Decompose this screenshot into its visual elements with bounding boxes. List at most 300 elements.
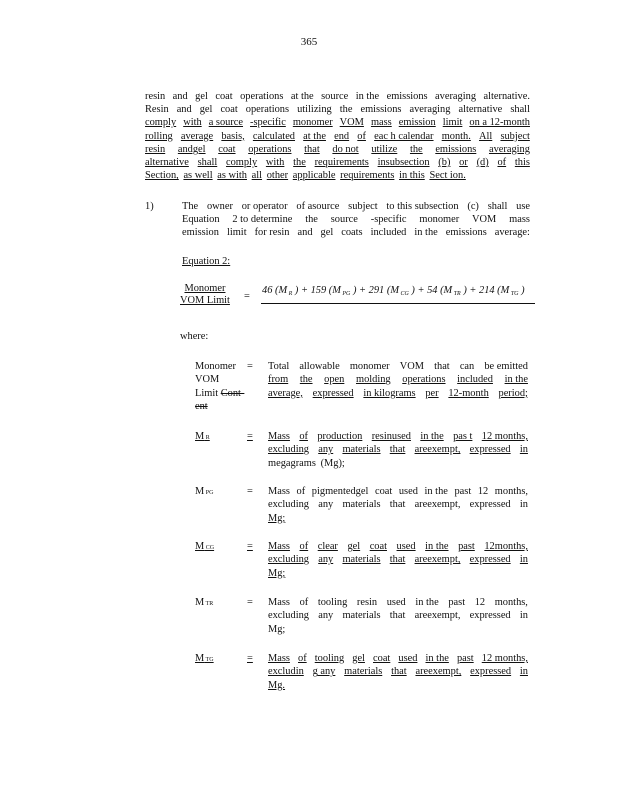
paragraph-line <box>182 226 530 239</box>
definition-line <box>268 623 528 636</box>
word: Mg; <box>268 623 286 635</box>
definition-description <box>268 652 528 692</box>
word: the <box>305 214 318 226</box>
word: do not <box>332 143 359 155</box>
word: of <box>299 597 309 608</box>
word: of <box>296 486 306 497</box>
word: in <box>519 666 528 678</box>
word: areexempt, <box>414 610 461 622</box>
equation-lhs-line2: VOM Limit <box>180 295 230 306</box>
word: expressed <box>469 554 511 566</box>
word: emissions <box>445 227 487 239</box>
paragraph-line <box>182 213 530 226</box>
word: (Mg); <box>320 457 345 469</box>
word: limit <box>442 117 463 129</box>
definition-term-line <box>195 373 247 386</box>
word: that <box>434 361 450 372</box>
word: VOM <box>339 117 364 129</box>
word: coat <box>369 541 387 552</box>
word: the <box>339 104 353 116</box>
word: this <box>514 157 530 169</box>
word: materials <box>342 444 381 456</box>
word: as well <box>183 170 213 182</box>
word: Equation <box>182 214 220 226</box>
word: that <box>389 610 406 622</box>
definition-description <box>268 596 528 636</box>
word: 12 months, <box>481 431 528 442</box>
definition-equals: = <box>247 486 253 497</box>
word: VOM <box>399 361 424 372</box>
page-number: 365 <box>300 36 318 48</box>
definition-term-text: M TG <box>195 653 214 664</box>
word: -specific <box>250 117 286 129</box>
equation-fraction-bar <box>261 303 535 304</box>
definition-description <box>268 360 528 400</box>
definition-line <box>268 443 528 456</box>
word: areexempt, <box>414 554 461 566</box>
word: in <box>519 444 528 456</box>
definition-term-text: VOM <box>195 374 220 386</box>
definition-term-text: Limit <box>195 387 219 399</box>
equation-sub: PG <box>340 291 351 297</box>
word: from <box>268 374 289 386</box>
word: areexempt, <box>414 499 461 511</box>
word: 12 months, <box>481 653 528 664</box>
word: clear <box>317 541 338 552</box>
definition-term-text: M TR <box>195 597 214 608</box>
word: open <box>324 374 345 386</box>
word: emissions <box>360 104 402 116</box>
definition-term-line <box>195 400 247 413</box>
equation-sub: R <box>287 291 293 297</box>
word: averaging <box>435 91 477 102</box>
word: as with <box>217 170 247 182</box>
word: owner <box>206 201 233 212</box>
definition-term-text: M PG <box>195 486 214 497</box>
equation-var: M <box>443 285 453 296</box>
word: or operator <box>241 201 288 212</box>
word: in the <box>355 91 380 102</box>
definition-line <box>268 512 528 525</box>
word: excludin <box>268 666 304 678</box>
definition-line <box>268 665 528 678</box>
word: in the <box>424 486 448 497</box>
word: with <box>265 157 285 169</box>
word: all <box>251 170 263 182</box>
definition-line <box>268 485 528 498</box>
word: requirements <box>314 157 369 169</box>
definition-line <box>268 553 528 566</box>
word: g any <box>312 666 336 678</box>
word: mass <box>509 214 530 226</box>
word: gel <box>195 91 208 102</box>
word: The <box>182 201 199 212</box>
equation-operator: + <box>414 285 428 296</box>
word: used <box>386 597 406 608</box>
definition-term-strike: ent <box>195 401 208 413</box>
word: month. <box>441 130 471 142</box>
word: any <box>318 499 334 511</box>
word: excluding <box>268 610 309 622</box>
word: coat <box>374 486 393 497</box>
definition-term-line <box>195 652 247 667</box>
word: Resin <box>145 104 169 116</box>
word: Mg; <box>268 567 286 579</box>
word: of <box>357 130 366 142</box>
equation-var: M <box>390 285 399 296</box>
word: limit <box>226 227 247 239</box>
definition-term-text: M CG <box>195 541 215 552</box>
definition-line <box>268 652 528 665</box>
word: operations <box>402 374 446 386</box>
equation-equals: = <box>244 291 250 302</box>
word: in the <box>425 541 449 552</box>
word: the <box>409 143 423 155</box>
word: shall <box>487 201 508 212</box>
definition-term-strike: Cont- <box>220 387 245 399</box>
word: in the <box>425 653 449 664</box>
definition-term-sub: TG <box>204 657 214 663</box>
intro-line <box>145 90 530 103</box>
word: past <box>458 541 475 552</box>
word: comply <box>145 117 177 129</box>
definition-line <box>268 609 528 622</box>
definition-term-line <box>195 485 247 500</box>
word: expressed <box>469 444 511 456</box>
equation-var: M <box>332 285 341 296</box>
word: comply <box>225 157 258 169</box>
definition-term <box>195 540 247 555</box>
word: emissions <box>435 143 477 155</box>
word: -specific <box>370 214 407 226</box>
word: in this <box>399 170 425 182</box>
word: coats <box>341 227 363 239</box>
word: Mass <box>268 486 290 497</box>
word: with <box>183 117 202 129</box>
word: in the <box>414 227 438 239</box>
word: of <box>299 541 309 552</box>
word: VOM <box>472 214 497 226</box>
word: of <box>298 653 307 664</box>
word: Mass <box>268 597 290 608</box>
word: monomer <box>419 214 460 226</box>
word: period; <box>498 387 528 399</box>
word: of <box>497 157 507 169</box>
word: 12 <box>474 597 486 608</box>
definition-line <box>268 387 528 400</box>
word: 12 <box>477 486 489 497</box>
word: resinused <box>371 431 411 442</box>
equation-operator: + <box>466 285 479 296</box>
word: of <box>299 431 308 442</box>
word: in the <box>504 374 528 386</box>
definition-term-sub: PG <box>204 490 214 496</box>
word: past <box>454 486 472 497</box>
word: expressed <box>469 499 511 511</box>
word: Mass <box>268 653 290 664</box>
word: average <box>180 130 214 142</box>
equation-lhs <box>180 283 230 307</box>
definition-line <box>268 596 528 609</box>
word: average: <box>494 227 530 239</box>
definition-term-line <box>195 430 247 445</box>
word: end <box>334 130 350 142</box>
intro-line <box>145 116 530 129</box>
definition-term <box>195 485 247 500</box>
word: other <box>266 170 289 182</box>
word: the <box>293 157 306 169</box>
word: be emitted <box>484 361 528 372</box>
word: 12-month <box>448 387 489 399</box>
word: (d) <box>476 157 489 169</box>
word: Mg; <box>268 512 286 524</box>
word: pigmentedgel <box>311 486 369 497</box>
word: areexempt, <box>415 666 462 678</box>
word: per <box>425 387 439 399</box>
definition-term <box>195 652 247 667</box>
word: tooling <box>314 653 345 664</box>
definition-term-text: Monomer <box>195 361 236 372</box>
equation-operator: + <box>356 285 369 296</box>
word: for resin <box>254 227 290 239</box>
word: and <box>172 91 188 102</box>
word: allowable <box>299 361 340 372</box>
word: molding <box>355 374 391 386</box>
word: Section, <box>145 170 179 182</box>
word: excluding <box>268 444 309 456</box>
word: used <box>398 653 418 664</box>
word: resin <box>356 597 378 608</box>
word: monomer <box>349 361 390 372</box>
paragraph-number: 1) <box>145 201 154 212</box>
intro-paragraph <box>145 90 530 182</box>
word: that <box>304 143 320 155</box>
equation-term: 291 (M $_{CG}$ ) <box>368 285 415 297</box>
word: alternative. <box>483 91 530 102</box>
definition-line <box>268 360 528 373</box>
intro-line <box>145 156 530 169</box>
word: Mass <box>268 431 290 442</box>
definition-line <box>268 430 528 443</box>
word: shall <box>197 157 218 169</box>
equation-sub: TR <box>452 291 461 297</box>
definition-equals: = <box>247 431 253 442</box>
word: requirements <box>340 170 395 182</box>
equation-operator: + <box>298 285 311 296</box>
word: applicable <box>292 170 336 182</box>
word: excluding <box>268 499 309 511</box>
word: Sect ion. <box>429 170 466 182</box>
word: 2 to determine <box>232 214 293 226</box>
word: resin <box>145 143 166 155</box>
word: included <box>370 227 407 239</box>
word: that <box>389 499 406 511</box>
definition-line <box>268 498 528 511</box>
word: areexempt, <box>414 444 461 456</box>
word: utilize <box>371 143 398 155</box>
word: used <box>396 541 416 552</box>
word: operations <box>248 143 292 155</box>
word: expressed <box>469 610 511 622</box>
definition-line <box>268 567 528 580</box>
definition-description <box>268 485 528 525</box>
word: in the <box>415 597 439 608</box>
word: operations <box>240 91 284 102</box>
definition-term <box>195 430 247 445</box>
word: andgel <box>177 143 206 155</box>
word: basis, <box>221 130 245 142</box>
paragraph-line <box>182 200 530 213</box>
word: in <box>519 610 528 622</box>
definition-line <box>268 540 528 553</box>
definition-description <box>268 540 528 580</box>
word: megagrams <box>268 457 316 469</box>
word: that <box>389 444 406 456</box>
word: mass <box>370 117 392 129</box>
word: to this subsection <box>386 201 459 212</box>
word: Mg. <box>268 679 286 691</box>
word: operations <box>245 104 290 116</box>
definition-term-sub: TR <box>204 601 214 607</box>
definition-line <box>268 457 528 470</box>
word: source <box>321 91 349 102</box>
equation-sub: CG <box>398 291 409 297</box>
word: any <box>318 444 334 456</box>
word: excluding <box>268 554 309 566</box>
word: alternative <box>458 104 503 116</box>
word: materials <box>344 666 383 678</box>
word: utilizing <box>297 104 332 116</box>
word: coat <box>218 143 236 155</box>
where-label: where: <box>180 331 209 342</box>
word: Total <box>268 361 290 372</box>
word: in the <box>420 431 444 442</box>
equation-var: M <box>500 285 510 296</box>
word: any <box>318 554 334 566</box>
word: eac h calendar <box>374 130 434 142</box>
paragraph-body <box>182 200 530 240</box>
word: in <box>519 499 528 511</box>
word: insubsection <box>377 157 430 169</box>
word: coat <box>215 91 233 102</box>
word: (b) <box>438 157 451 169</box>
word: alternative <box>145 157 189 169</box>
word: the <box>299 374 313 386</box>
word: on a 12-month <box>469 117 530 129</box>
word: and <box>176 104 192 116</box>
definition-line <box>268 679 528 692</box>
definition-term-line <box>195 540 247 555</box>
word: All <box>479 130 493 142</box>
word: a source <box>208 117 244 129</box>
word: gel <box>347 541 361 552</box>
intro-line <box>145 103 530 116</box>
word: shall <box>510 104 530 116</box>
word: monomer <box>292 117 333 129</box>
definition-description <box>268 430 528 470</box>
definition-term-line <box>195 596 247 611</box>
definition-equals: = <box>247 361 253 372</box>
word: resin <box>145 91 166 102</box>
word: emission <box>398 117 436 129</box>
definition-term-line <box>195 387 247 400</box>
word: average, <box>268 387 303 399</box>
word: past <box>448 597 466 608</box>
word: 12months, <box>484 541 528 552</box>
word: (c) <box>467 201 479 212</box>
word: expressed <box>470 666 512 678</box>
word: emission <box>182 227 219 239</box>
definition-equals: = <box>247 653 253 664</box>
word: materials <box>342 499 381 511</box>
word: of asource <box>296 201 340 212</box>
equation-term: 159 (M $_{PG}$ ) <box>310 285 357 297</box>
word: that <box>389 554 406 566</box>
word: included <box>457 374 493 386</box>
definition-term <box>195 596 247 611</box>
word: any <box>318 610 334 622</box>
word: in kilograms <box>363 387 416 399</box>
equation-label: Equation 2: <box>182 256 231 267</box>
definition-term-line <box>195 360 247 373</box>
definition-equals: = <box>247 541 253 552</box>
word: months, <box>494 597 528 608</box>
equation-sub: TG <box>509 291 519 297</box>
word: calculated <box>252 130 296 142</box>
word: subject <box>500 130 530 142</box>
word: expressed <box>312 387 354 399</box>
word: use <box>516 201 530 212</box>
word: averaging <box>488 143 530 155</box>
word: gel <box>320 227 334 239</box>
word: coat <box>220 104 238 116</box>
word: coat <box>373 653 391 664</box>
equation-lhs-line1: Monomer <box>184 283 226 294</box>
word: months, <box>494 486 528 497</box>
intro-line <box>145 130 530 143</box>
word: materials <box>342 610 381 622</box>
definition-term-sub: CG <box>204 545 215 551</box>
word: can <box>459 361 475 372</box>
equation-numerator <box>262 285 525 297</box>
equation-term: 46 (M $_R$ ) <box>262 285 299 297</box>
equation-var: M <box>278 285 288 296</box>
word: averaging <box>409 104 451 116</box>
equation-term: 54 (M $_{TR}$ ) <box>427 285 467 297</box>
word: rolling <box>145 130 173 142</box>
word: source <box>330 214 358 226</box>
word: used <box>398 486 418 497</box>
word: or <box>459 157 468 169</box>
intro-line <box>145 143 530 156</box>
word: gel <box>352 653 365 664</box>
word: pas t <box>453 431 473 442</box>
equation-term: 214 (M $_{TG}$ ) <box>479 285 525 297</box>
word: gel <box>199 104 213 116</box>
word: and <box>297 227 313 239</box>
definition-term-sub: R <box>204 435 210 441</box>
definition-term-text: M R <box>195 431 210 442</box>
word: Mass <box>268 541 290 552</box>
word: production <box>317 431 363 442</box>
definition-line <box>268 373 528 386</box>
word: in <box>519 554 528 566</box>
word: materials <box>342 554 381 566</box>
word: at the <box>303 130 326 142</box>
word: emissions <box>386 91 428 102</box>
word: subject <box>348 201 378 212</box>
definition-equals: = <box>247 597 253 608</box>
